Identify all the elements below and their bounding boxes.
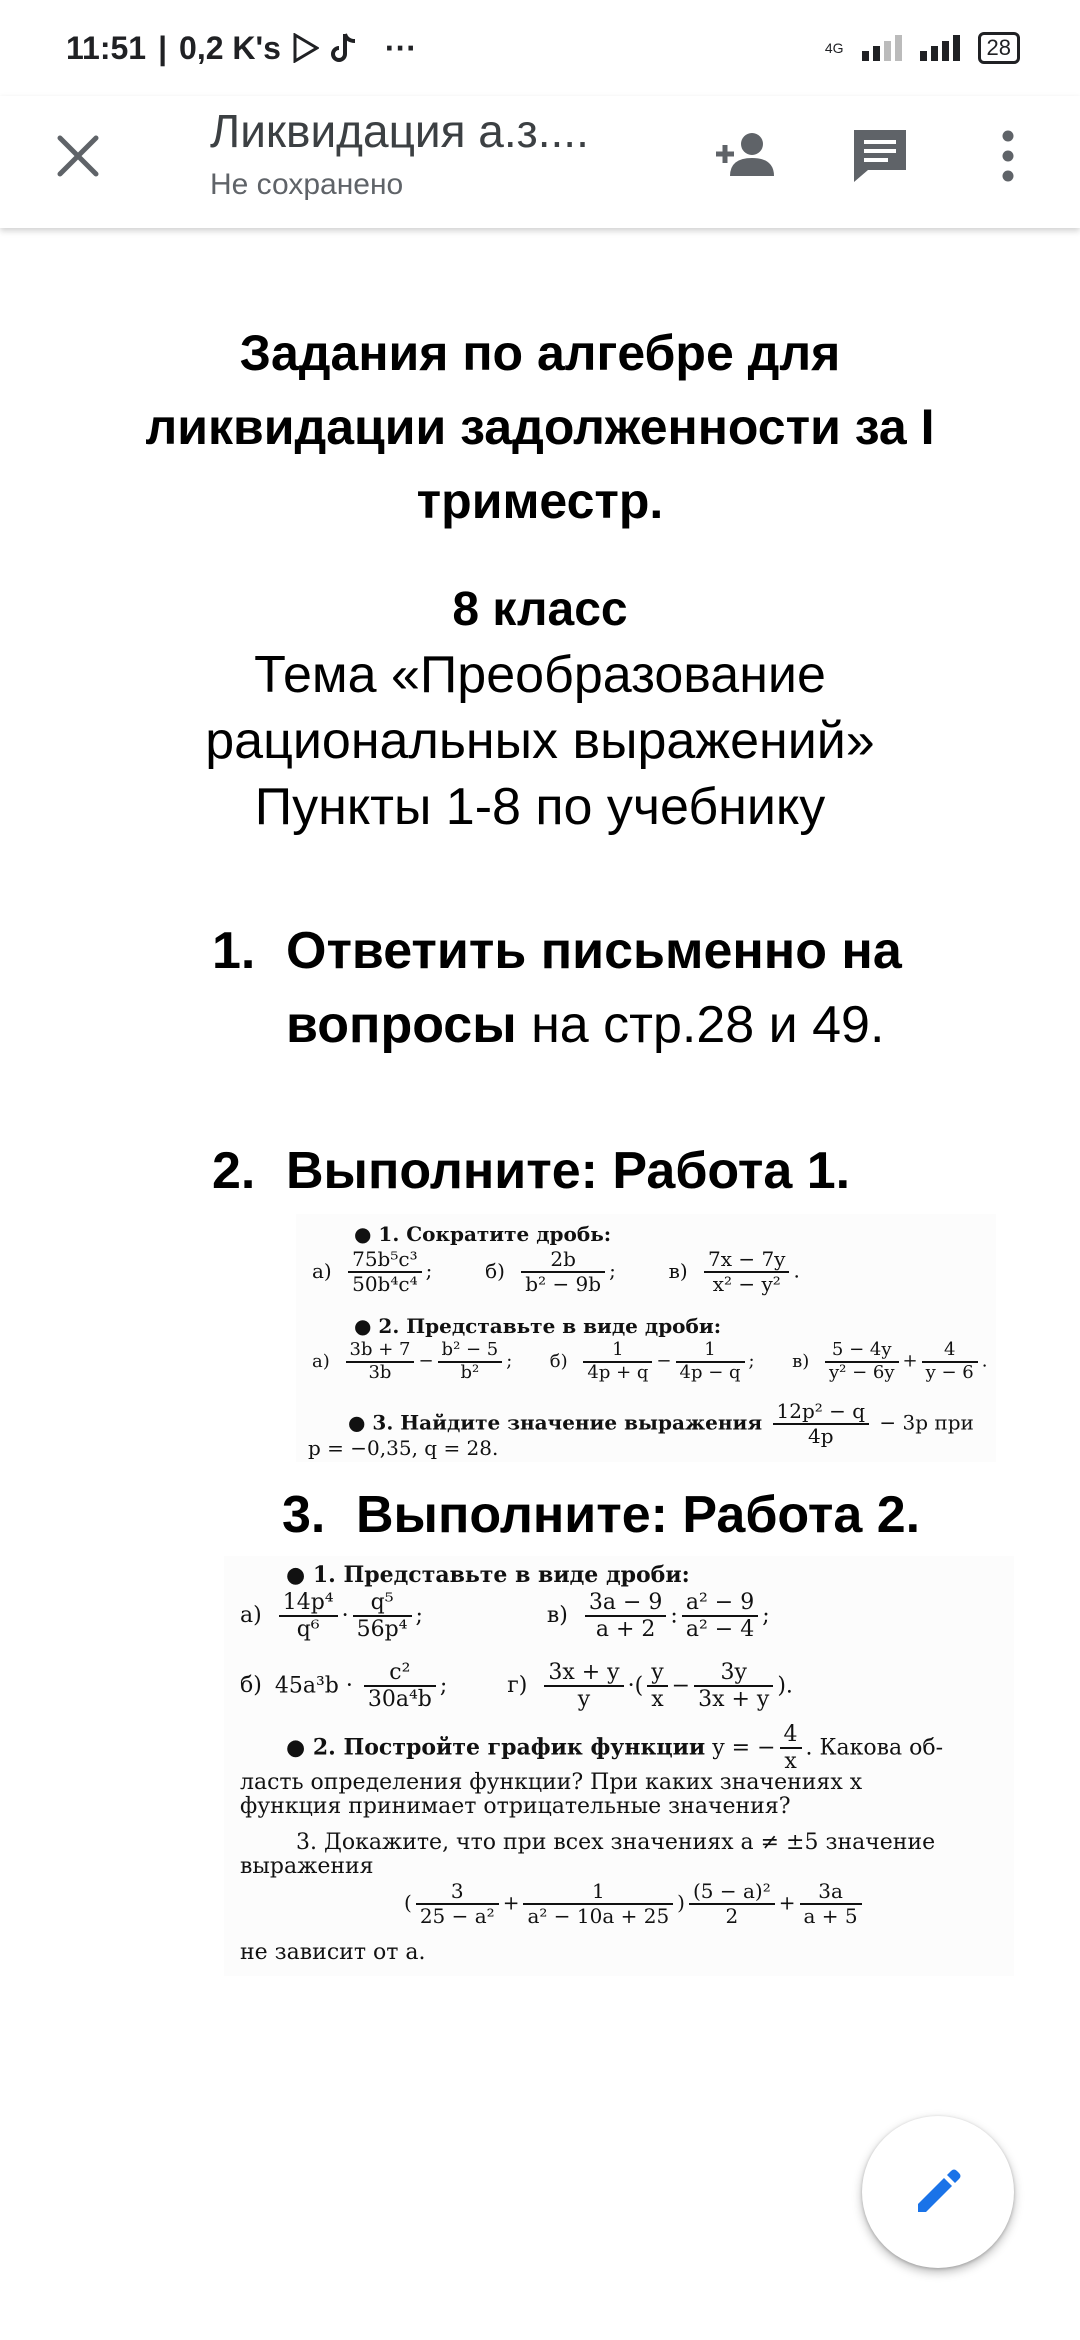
w1-q3-fraction — [773, 1400, 870, 1448]
app-bar — [0, 96, 1080, 228]
w1-q2-b2 — [676, 1340, 745, 1383]
w1-q2-a1 — [346, 1340, 415, 1383]
w1-q2-v1-den: y² − 6y — [828, 1361, 895, 1383]
w1-q2-v2-num: 4 — [922, 1340, 978, 1363]
w2-q3-e1 — [416, 1880, 499, 1928]
w2-q1-label: ● 1. Представьте в виде дроби: — [286, 1562, 690, 1588]
heading-line-3: триместр. — [416, 473, 664, 529]
w2-q1-a1-den: q⁶ — [296, 1617, 320, 1643]
w1-q1-row: а) $\frac{\text{75b⁵c³}}{\text{50b⁴c⁴}}$ ; б) $\frac{2b}{\text{b² − 9b}}$ ; в) $\frac{7x - 7y}{\text{x² − y²}}$ . — [312, 1247, 800, 1296]
w2-q1-b-label: б) — [240, 1673, 262, 1699]
w1-q1-v-label: в) — [668, 1258, 688, 1283]
w1-q1-a-num: 75b⁵c³ — [348, 1248, 422, 1273]
w1-q1-a-label: а) — [312, 1258, 332, 1283]
w1-q1-b-label: б) — [485, 1258, 505, 1283]
w1-q1-b-fraction — [521, 1248, 605, 1296]
w1-q2-v1 — [825, 1340, 899, 1383]
w1-q2-a2 — [438, 1340, 503, 1383]
w2-q1-a2-den: 56p⁴ — [356, 1617, 408, 1643]
w1-q3-line2: p = −0,35, q = 28. — [308, 1436, 499, 1460]
w2-q1-b-den: 30a⁴b — [367, 1687, 432, 1713]
w2-q1-g3-den: 3x + y — [698, 1687, 770, 1713]
w2-q1-g2 — [647, 1660, 667, 1713]
w2-q1-v1-num: 3a − 9 — [585, 1590, 667, 1617]
w2-q1-g2-num: y — [647, 1660, 667, 1687]
save-status: Не сохранено — [210, 168, 404, 201]
w1-q2-v2 — [922, 1340, 978, 1383]
w2-q1-v2 — [682, 1590, 758, 1643]
task-2-text: Выполните: Работа 1. — [286, 1142, 851, 1200]
w1-q2-b-label: б) — [549, 1350, 568, 1372]
grade-label: 8 класс — [452, 583, 628, 636]
pencil-icon — [910, 2164, 966, 2220]
close-icon[interactable] — [48, 126, 108, 186]
w2-q1-v2-num: a² − 9 — [682, 1590, 758, 1617]
add-person-icon[interactable] — [712, 124, 776, 188]
document-body[interactable] — [0, 228, 1080, 2340]
network-type: 4G — [824, 40, 844, 56]
status-right — [825, 32, 1020, 64]
battery-indicator: 28 — [978, 32, 1020, 64]
w2-q2-label: ● 2. Постройте график функции — [286, 1734, 706, 1761]
w2-q1-v2-den: a² − 4 — [685, 1617, 755, 1643]
w2-q3-e4-den: a + 5 — [803, 1904, 858, 1928]
w2-q1-a2-num: q⁵ — [353, 1590, 412, 1617]
w2-q3-e3-den: 2 — [725, 1904, 739, 1928]
document-title: Ликвидация а.з.... — [210, 105, 589, 157]
w2-q1-g-label: г) — [507, 1673, 528, 1699]
w2-q1-a-label: а) — [240, 1603, 262, 1629]
w2-q1-a2 — [353, 1590, 412, 1643]
topic-line-2: рациональных выражений» — [205, 712, 875, 770]
w1-q1-a-den: 50b⁴c⁴ — [352, 1272, 418, 1296]
w2-q2-line-3: функция принимает отрицательные значения? — [240, 1794, 791, 1819]
w2-q2-line-2: ласть определения функции? При каких значениях x — [240, 1770, 863, 1795]
w1-q2-a-label: а) — [312, 1350, 330, 1372]
w2-q1-v-label: в) — [546, 1603, 568, 1629]
w2-q2-tail: . Какова об- — [805, 1735, 944, 1761]
task-1-text — [286, 914, 902, 1062]
topic-line-3: Пункты 1-8 по учебнику — [254, 778, 826, 836]
w2-q1-row-2: б) 45a³b · $\frac{\text{c²}}{\text{30a⁴b}}$ ; г) $\frac{3x + y}{y}$ ·( $\frac{y}{x}$ − $\frac{3y}{3x + y}$ ). — [240, 1660, 793, 1713]
heading-line-1: Задания по алгебре для — [239, 325, 841, 381]
status-speed: 0,2 K's — [179, 29, 281, 66]
w2-q1-v1-den: a + 2 — [595, 1617, 656, 1643]
w2-q1-b-num: c² — [364, 1660, 436, 1687]
comment-icon[interactable] — [848, 124, 912, 188]
w2-q2-func-num: 4 — [780, 1722, 802, 1749]
w1-q2-a1-den: 3b — [368, 1361, 392, 1383]
work-1-image — [296, 1214, 996, 1462]
task-1-bold-line: Ответить письменно на — [286, 922, 902, 980]
signal-icon-2 — [920, 35, 960, 61]
w1-q2-v-label: в) — [792, 1350, 810, 1372]
edit-button[interactable] — [862, 2116, 1014, 2268]
w1-q3-den: 4p — [808, 1424, 834, 1448]
w2-q1-g2-den: x — [651, 1687, 664, 1713]
status-time: 11:51 — [66, 29, 147, 66]
w2-q1-a1-num: 14p⁴ — [279, 1590, 338, 1617]
w2-q3-e1-num: 3 — [416, 1880, 499, 1905]
w1-q1-b-num: 2b — [521, 1248, 605, 1273]
w2-q1-g3-num: 3y — [694, 1660, 773, 1687]
document-heading — [60, 316, 1020, 538]
w1-q1-b-den: b² − 9b — [525, 1272, 602, 1296]
w2-q1-g1 — [544, 1660, 623, 1713]
w2-q1-b-pre: 45a³b · — [274, 1673, 353, 1699]
w1-q2-b1 — [583, 1340, 652, 1383]
task-2-number: 2. — [212, 1142, 256, 1200]
task-1-bold-word: вопросы — [286, 996, 517, 1054]
signal-icon — [862, 35, 902, 61]
w2-q3-e4 — [800, 1880, 862, 1928]
w2-q1-g3 — [694, 1660, 773, 1713]
topic-line-1: Тема «Преобразование — [254, 646, 826, 704]
w2-q3-e2 — [523, 1880, 673, 1928]
heading-line-2: ликвидации задолженности за I — [145, 399, 935, 455]
w1-q2-b1-num: 1 — [583, 1340, 652, 1363]
topic-block — [100, 642, 980, 840]
task-1-line-2 — [286, 988, 902, 1062]
w1-q1-v-den: x² − y² — [712, 1272, 781, 1296]
w2-q1-v1 — [585, 1590, 667, 1643]
w2-q1-g1-den: y — [577, 1687, 591, 1713]
w1-q2-label: ● 2. Представьте в виде дроби: — [354, 1314, 722, 1338]
w1-q3-tail: − 3p при — [879, 1410, 974, 1435]
work-2-image — [224, 1556, 1014, 1976]
w2-q1-a1 — [279, 1590, 338, 1643]
w2-q3-e4-num: 3a — [800, 1880, 862, 1905]
w2-q3-line-1: 3. Докажите, что при всех значениях a ≠ ±5 значение — [296, 1830, 936, 1855]
w2-q3-expression: ( $\frac{3}{\text{25 − a²}}$ + $\frac{1}{\text{a² − 10a + 25}}$ ) $\frac{\text{(5 − a)²}}{2}$ + $\frac{3a}{a + 5}$ — [404, 1880, 866, 1928]
status-divider: | — [158, 29, 168, 66]
w2-q1-b-fraction — [364, 1660, 436, 1713]
w1-q2-a2-den: b² — [460, 1361, 480, 1383]
play-store-icon — [293, 33, 319, 63]
status-bar — [0, 0, 1080, 96]
w1-q1-v-num: 7x − 7y — [704, 1248, 790, 1273]
tiktok-icon — [331, 32, 357, 64]
w2-q3-e3 — [689, 1880, 775, 1928]
w2-q3-e2-den: a² − 10a + 25 — [527, 1904, 670, 1928]
w1-q3-label: ● 3. Найдите значение выражения — [348, 1410, 763, 1435]
w2-q1-g1-num: 3x + y — [544, 1660, 623, 1687]
w1-q2-b2-den: 4p − q — [679, 1361, 741, 1383]
w2-q2-func-fraction — [780, 1722, 802, 1775]
w2-q3-e3-num: (5 − a)² — [689, 1880, 775, 1905]
w2-q1-row-1: а) $\frac{\text{14p⁴}}{\text{q⁶}}$ · $\frac{\text{q⁵}}{\text{56p⁴}}$ ; в) $\frac{3a - 9}{a + 2}$ : $\frac{\text{a² − 9}}{\text{a² − 4}}$ ; — [240, 1590, 770, 1643]
w2-q3-e1-den: 25 − a² — [419, 1904, 495, 1928]
w2-q2-func-den: x — [784, 1749, 797, 1775]
w2-q2-func-pre: y = − — [712, 1735, 776, 1761]
w1-q2-v2-den: y − 6 — [925, 1361, 974, 1383]
w1-q2-v1-num: 5 − 4y — [825, 1340, 899, 1363]
w1-q2-a1-num: 3b + 7 — [346, 1340, 415, 1363]
w2-q3-line-2: выражения — [240, 1854, 374, 1879]
w1-q1-a-fraction — [348, 1248, 422, 1296]
w2-q2-row-1 — [286, 1722, 943, 1775]
more-vert-icon[interactable] — [988, 124, 1028, 188]
w2-q3-line-3: не зависит от a. — [240, 1940, 426, 1965]
w1-q2-row: а) $\frac{3b + 7}{3b}$ − $\frac{\text{b² − 5}}{\text{b²}}$ ; б) $\frac{1}{4p + q}$ − $\frac{1}{4p - q}$ ; в) $\frac{5 - 4y}{\text{y² − 6y}}$ + $\frac{4}{y - 6}$ . — [312, 1339, 988, 1383]
task-1-number: 1. — [212, 922, 256, 980]
status-more: ··· — [384, 29, 417, 66]
w1-q1-label: ● 1. Сократите дробь: — [354, 1222, 612, 1246]
w1-q3-num: 12p² − q — [773, 1400, 870, 1425]
w1-q2-b2-num: 1 — [676, 1340, 745, 1363]
status-left — [66, 30, 417, 67]
w1-q2-b1-den: 4p + q — [587, 1361, 649, 1383]
task-3-text: Выполните: Работа 2. — [356, 1486, 921, 1544]
w1-q2-a2-num: b² − 5 — [438, 1340, 503, 1363]
w2-q3-e2-num: 1 — [523, 1880, 673, 1905]
task-1-rest: на стр.28 и 49. — [516, 996, 885, 1054]
w1-q1-v-fraction — [704, 1248, 790, 1296]
task-3-number: 3. — [282, 1486, 326, 1544]
